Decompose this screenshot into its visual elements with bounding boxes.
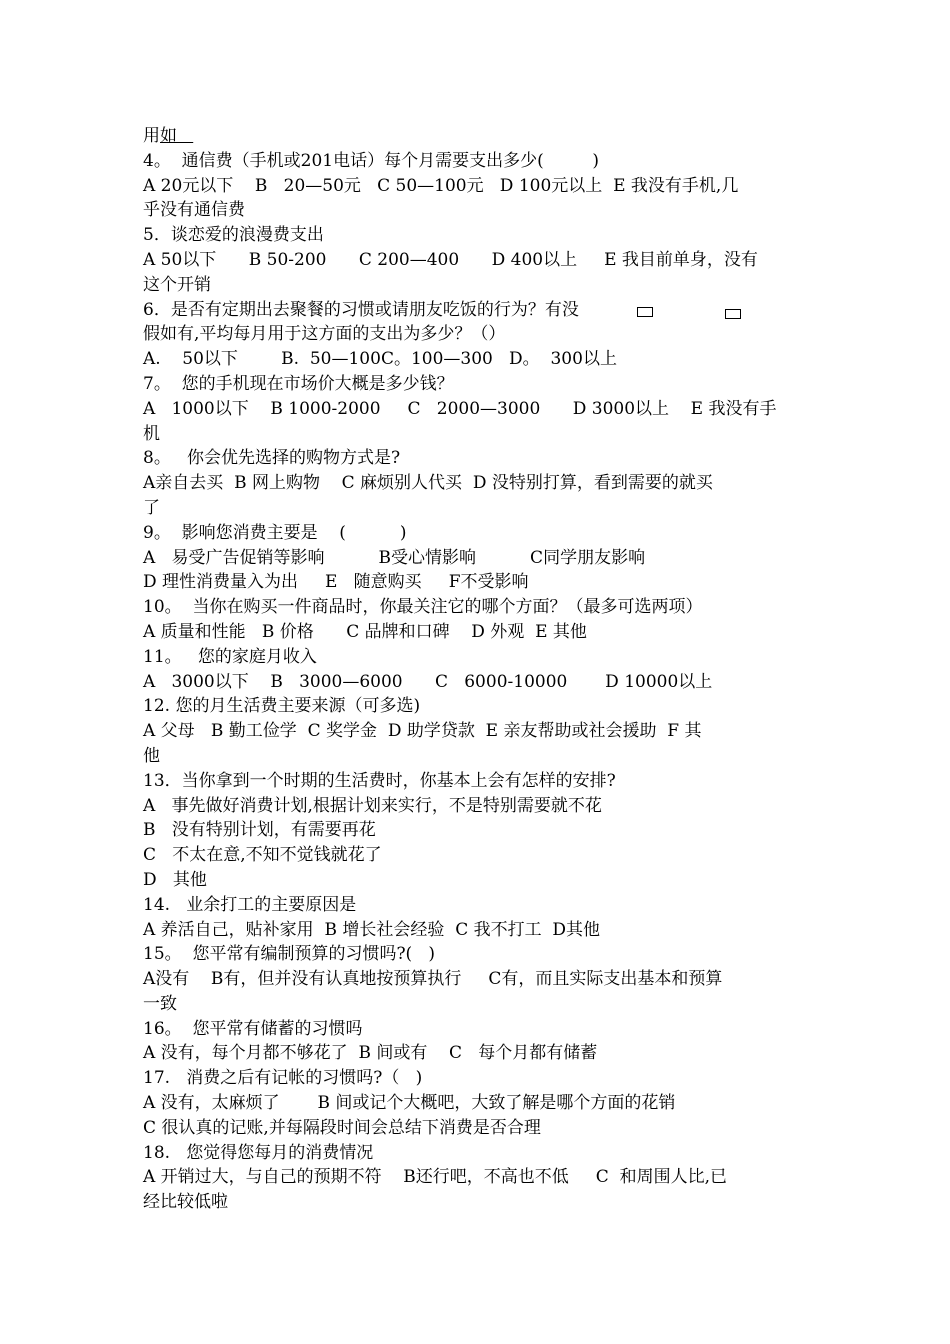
question-5-title: 5．谈恋爱的浪漫费支出 [143,225,324,246]
question-11-title: 11。 您的家庭月收入 [143,646,317,667]
question-11-option-line: A 3000以下 B 3000—6000 C 6000-10000 D 10000以上 [143,671,713,692]
question-10-option-line: A 质量和性能 B 价格 C 品牌和口碑 D 外观 E 其他 [143,621,587,642]
question-13-option-line: C 不太在意,不知不觉钱就花了 [143,845,382,866]
question-16-title: 16。 您平常有储蓄的习惯吗 [143,1018,363,1039]
question-13-title: 13．当你拿到一个时期的生活费时，你基本上会有怎样的安排? [143,770,616,791]
question-10-title: 10。 当你在购买一件商品时，你最关注它的哪个方面？（最多可选两项） [143,597,703,618]
question-17-title: 17. 消费之后有记帐的习惯吗?（ ) [143,1068,423,1089]
question-12-option-line: A 父母 B 勤工俭学 C 奖学金 D 助学贷款 E 亲友帮助或社会援助 F 其 [143,721,702,742]
question-9-option-line: A 易受广告促销等影响 B受心情影响 C同学朋友影响 [143,547,646,568]
question-13-option-line: D 其他 [143,869,207,890]
question-6-option-line: 假如有,平均每月用于这方面的支出为多少？（） [143,324,506,345]
question-12-option-line: 他 [143,745,160,766]
questionnaire-body [143,124,813,1215]
intro-prefix: 用 [143,126,160,146]
question-5-option-line: 这个开销 [143,274,211,295]
question-18-title: 18. 您觉得您每月的消费情况 [143,1142,374,1163]
question-7-option-line: 机 [143,423,160,444]
question-9-option-line: D 理性消费量入为出 E 随意购买 F不受影响 [143,572,529,593]
question-15-option-line: A没有 B有，但并没有认真地按预算执行 C有，而且实际支出基本和预算 [143,969,723,990]
question-6-title: 6．是否有定期出去聚餐的习惯或请朋友吃饭的行为？有没 [143,299,579,320]
question-7-option-line: A 1000以下 B 1000-2000 C 2000—3000 D 3000以上 E 我没有手 [143,398,777,419]
question-15-title: 15。 您平常有编制预算的习惯吗?( ) [143,944,436,965]
question-5-option-line: A 50以下 B 50-200 C 200—400 D 400以上 E 我目前单身，没有 [143,249,758,270]
question-17-option-line: C 很认真的记账,并每隔段时间会总结下消费是否合理 [143,1117,541,1138]
question-4-option-line: A 20元以下 B 20—50元 C 50—100元 D 100元以上 E 我没有手机,几 [143,175,739,196]
intro-line [143,124,813,149]
question-13-option-line: B 没有特别计划，有需要再花 [143,820,376,841]
question-8-option-line: 了 [143,497,160,518]
checkbox-yes[interactable] [637,307,653,317]
question-8-title: 8。 你会优先选择的购物方式是? [143,448,401,469]
question-13-option-line: A 事先做好消费计划,根据计划来实行，不是特别需要就不花 [143,795,602,816]
question-14-title: 14. 业余打工的主要原因是 [143,894,357,915]
question-4-title: 4。 通信费（手机或201电话）每个月需要支出多少( ) [143,150,599,171]
question-6-option-line: A. 50以下 B. 50—100C。100—300 D。 300以上 [143,349,617,370]
question-4-option-line: 乎没有通信费 [143,200,245,221]
question-16-option-line: A 没有，每个月都不够花了 B 间或有 C 每个月都有储蓄 [143,1043,598,1064]
intro-blank: 如 [160,126,194,146]
checkbox-no[interactable] [725,309,741,319]
question-14-option-line: A 养活自己，贴补家用 B 增长社会经验 C 我不打工 D其他 [143,919,601,940]
question-8-option-line: A亲自去买 B 网上购物 C 麻烦别人代买 D 没特别打算，看到需要的就买 [143,473,713,494]
question-15-option-line: 一致 [143,993,177,1014]
question-17-option-line: A 没有，太麻烦了 B 间或记个大概吧，大致了解是哪个方面的花销 [143,1093,676,1114]
question-12-title: 12. 您的月生活费主要来源（可多选) [143,696,421,717]
question-9-title: 9。 影响您消费主要是 ( ) [143,522,407,543]
question-18-option-line: A 开销过大，与自己的预期不符 B还行吧，不高也不低 C 和周围人比,已 [143,1167,728,1188]
question-18-option-line: 经比较低啦 [143,1192,228,1213]
question-7-title: 7。 您的手机现在市场价大概是多少钱？ [143,373,454,394]
